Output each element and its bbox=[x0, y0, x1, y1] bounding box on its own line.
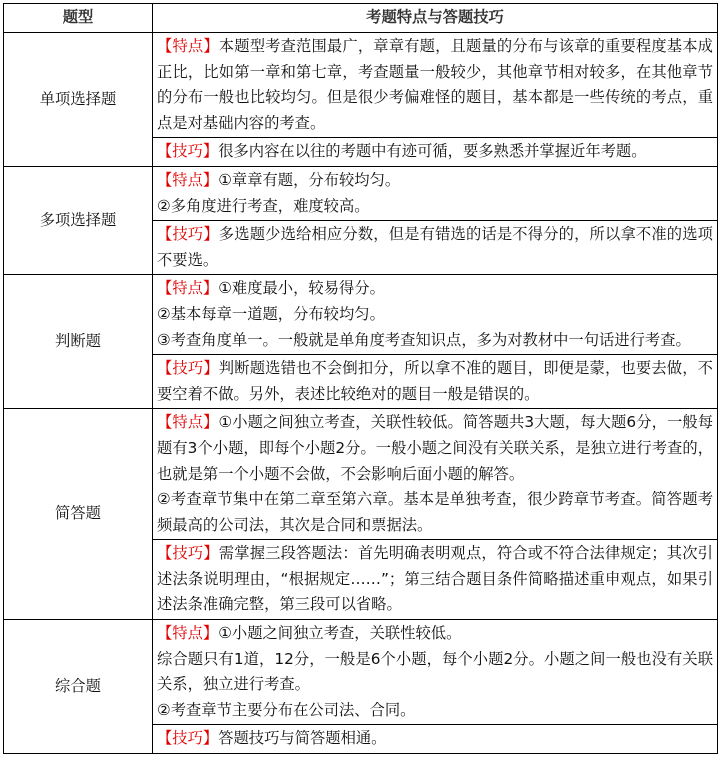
features-paragraph bbox=[157, 168, 713, 194]
tips-text: 答题技巧与简答题相通。 bbox=[218, 729, 387, 748]
table-header-row bbox=[4, 4, 718, 33]
features-paragraph bbox=[157, 194, 713, 220]
tips-text: 多选题少选给相应分数，但是有错选的话是不得分的，所以拿不准的选项不要选。 bbox=[157, 225, 713, 269]
table-row bbox=[4, 166, 718, 220]
features-paragraph bbox=[157, 34, 713, 136]
features-paragraph bbox=[157, 302, 713, 328]
tips-text: 判断题选错也不会倒扣分，所以拿不准的题目，即便是蒙，也要去做，不要空着不做。另外，表述比较绝对的题目一般是错误的。 bbox=[157, 359, 713, 403]
features-label: 【特点】 bbox=[157, 624, 219, 643]
features-cell bbox=[153, 620, 718, 725]
features-cell bbox=[153, 33, 718, 138]
features-paragraph bbox=[157, 410, 713, 487]
features-label: 【特点】 bbox=[157, 170, 219, 189]
exam-tips-table bbox=[3, 3, 718, 754]
tips-cell bbox=[153, 355, 718, 409]
tips-cell bbox=[153, 221, 718, 275]
features-text: ②多角度进行考查，难度较高。 bbox=[157, 196, 370, 215]
features-text: ③考查角度单一。一般就是单角度考查知识点，多为对教材中一句话进行考查。 bbox=[157, 330, 691, 349]
question-type: 判断题 bbox=[4, 275, 153, 409]
features-text: ①章章有题，分布较均匀。 bbox=[218, 170, 401, 189]
features-text: 综合题只有1道，12分，一般是6个小题，每个小题2分。小题之间一般也没有关联关系，独立进行考查。 bbox=[157, 649, 713, 694]
tips-text: 很多内容在以往的考题中有迹可循，要多熟悉并掌握近年考题。 bbox=[218, 142, 647, 161]
question-type: 单项选择题 bbox=[4, 33, 153, 167]
features-paragraph bbox=[157, 276, 713, 302]
features-label: 【特点】 bbox=[157, 37, 219, 55]
tips-label: 【技巧】 bbox=[157, 729, 219, 748]
header-question-type: 题型 bbox=[4, 4, 153, 33]
tips-text: 需掌握三段答题法：首先明确表明观点，符合或不符合法律规定；其次引述法条说明理由，“根据规定……”；第三结合题目条件简略描述重申观点，如果引述法条准确完整，第三段可以省略。 bbox=[157, 544, 713, 614]
table-row bbox=[4, 620, 718, 725]
features-text: 本题型考查范围最广，章章有题，且题量的分布与该章的重要程度基本成正比，比如第一章和第七章，考查题量一般较少，其他章节相对较多，在其他章节的分布一般也比较均匀。但是很少考偏难怪的题目，基本都是一些传统的考点，重点是对基础内容的考查。 bbox=[157, 37, 713, 132]
table-row bbox=[4, 409, 718, 540]
tips-cell bbox=[153, 540, 718, 620]
features-paragraph bbox=[157, 698, 713, 724]
features-text: ①小题之间独立考查，关联性较低。 bbox=[218, 624, 462, 643]
features-text: ①小题之间独立考查，关联性较低。简答题共3大题，每大题6分，一般每题有3个小题，即每个小题2分。一般小题之间没有关联关系，是独立进行考查的，也就是第一个小题不会做，不会影响后面小题的解答。 bbox=[157, 413, 713, 483]
tips-cell bbox=[153, 725, 718, 754]
question-type: 综合题 bbox=[4, 620, 153, 754]
features-cell bbox=[153, 275, 718, 355]
features-paragraph bbox=[157, 487, 713, 538]
features-text: ②考查章节集中在第二章至第六章。基本是单独考查，很少跨章节考查。简答题考频最高的公司法，其次是合同和票据法。 bbox=[157, 490, 713, 534]
features-paragraph bbox=[157, 647, 713, 698]
tips-cell bbox=[153, 138, 718, 167]
tips-label: 【技巧】 bbox=[157, 544, 219, 563]
features-cell bbox=[153, 166, 718, 220]
features-paragraph bbox=[157, 328, 713, 354]
table-row bbox=[4, 275, 718, 355]
features-text: ②基本每章一道题，分布较均匀。 bbox=[157, 304, 385, 323]
features-text: ①难度最小，较易得分。 bbox=[218, 279, 385, 298]
features-label: 【特点】 bbox=[157, 413, 219, 432]
features-cell bbox=[153, 409, 718, 540]
table-row bbox=[4, 33, 718, 138]
features-paragraph bbox=[157, 621, 713, 647]
tips-label: 【技巧】 bbox=[157, 225, 219, 244]
features-label: 【特点】 bbox=[157, 279, 219, 298]
features-text: ②考查章节主要分布在公司法、合同。 bbox=[157, 700, 416, 719]
tips-label: 【技巧】 bbox=[157, 142, 219, 161]
tips-label: 【技巧】 bbox=[157, 359, 219, 378]
question-type: 简答题 bbox=[4, 409, 153, 620]
header-features-tips: 考题特点与答题技巧 bbox=[153, 4, 718, 33]
question-type: 多项选择题 bbox=[4, 166, 153, 274]
